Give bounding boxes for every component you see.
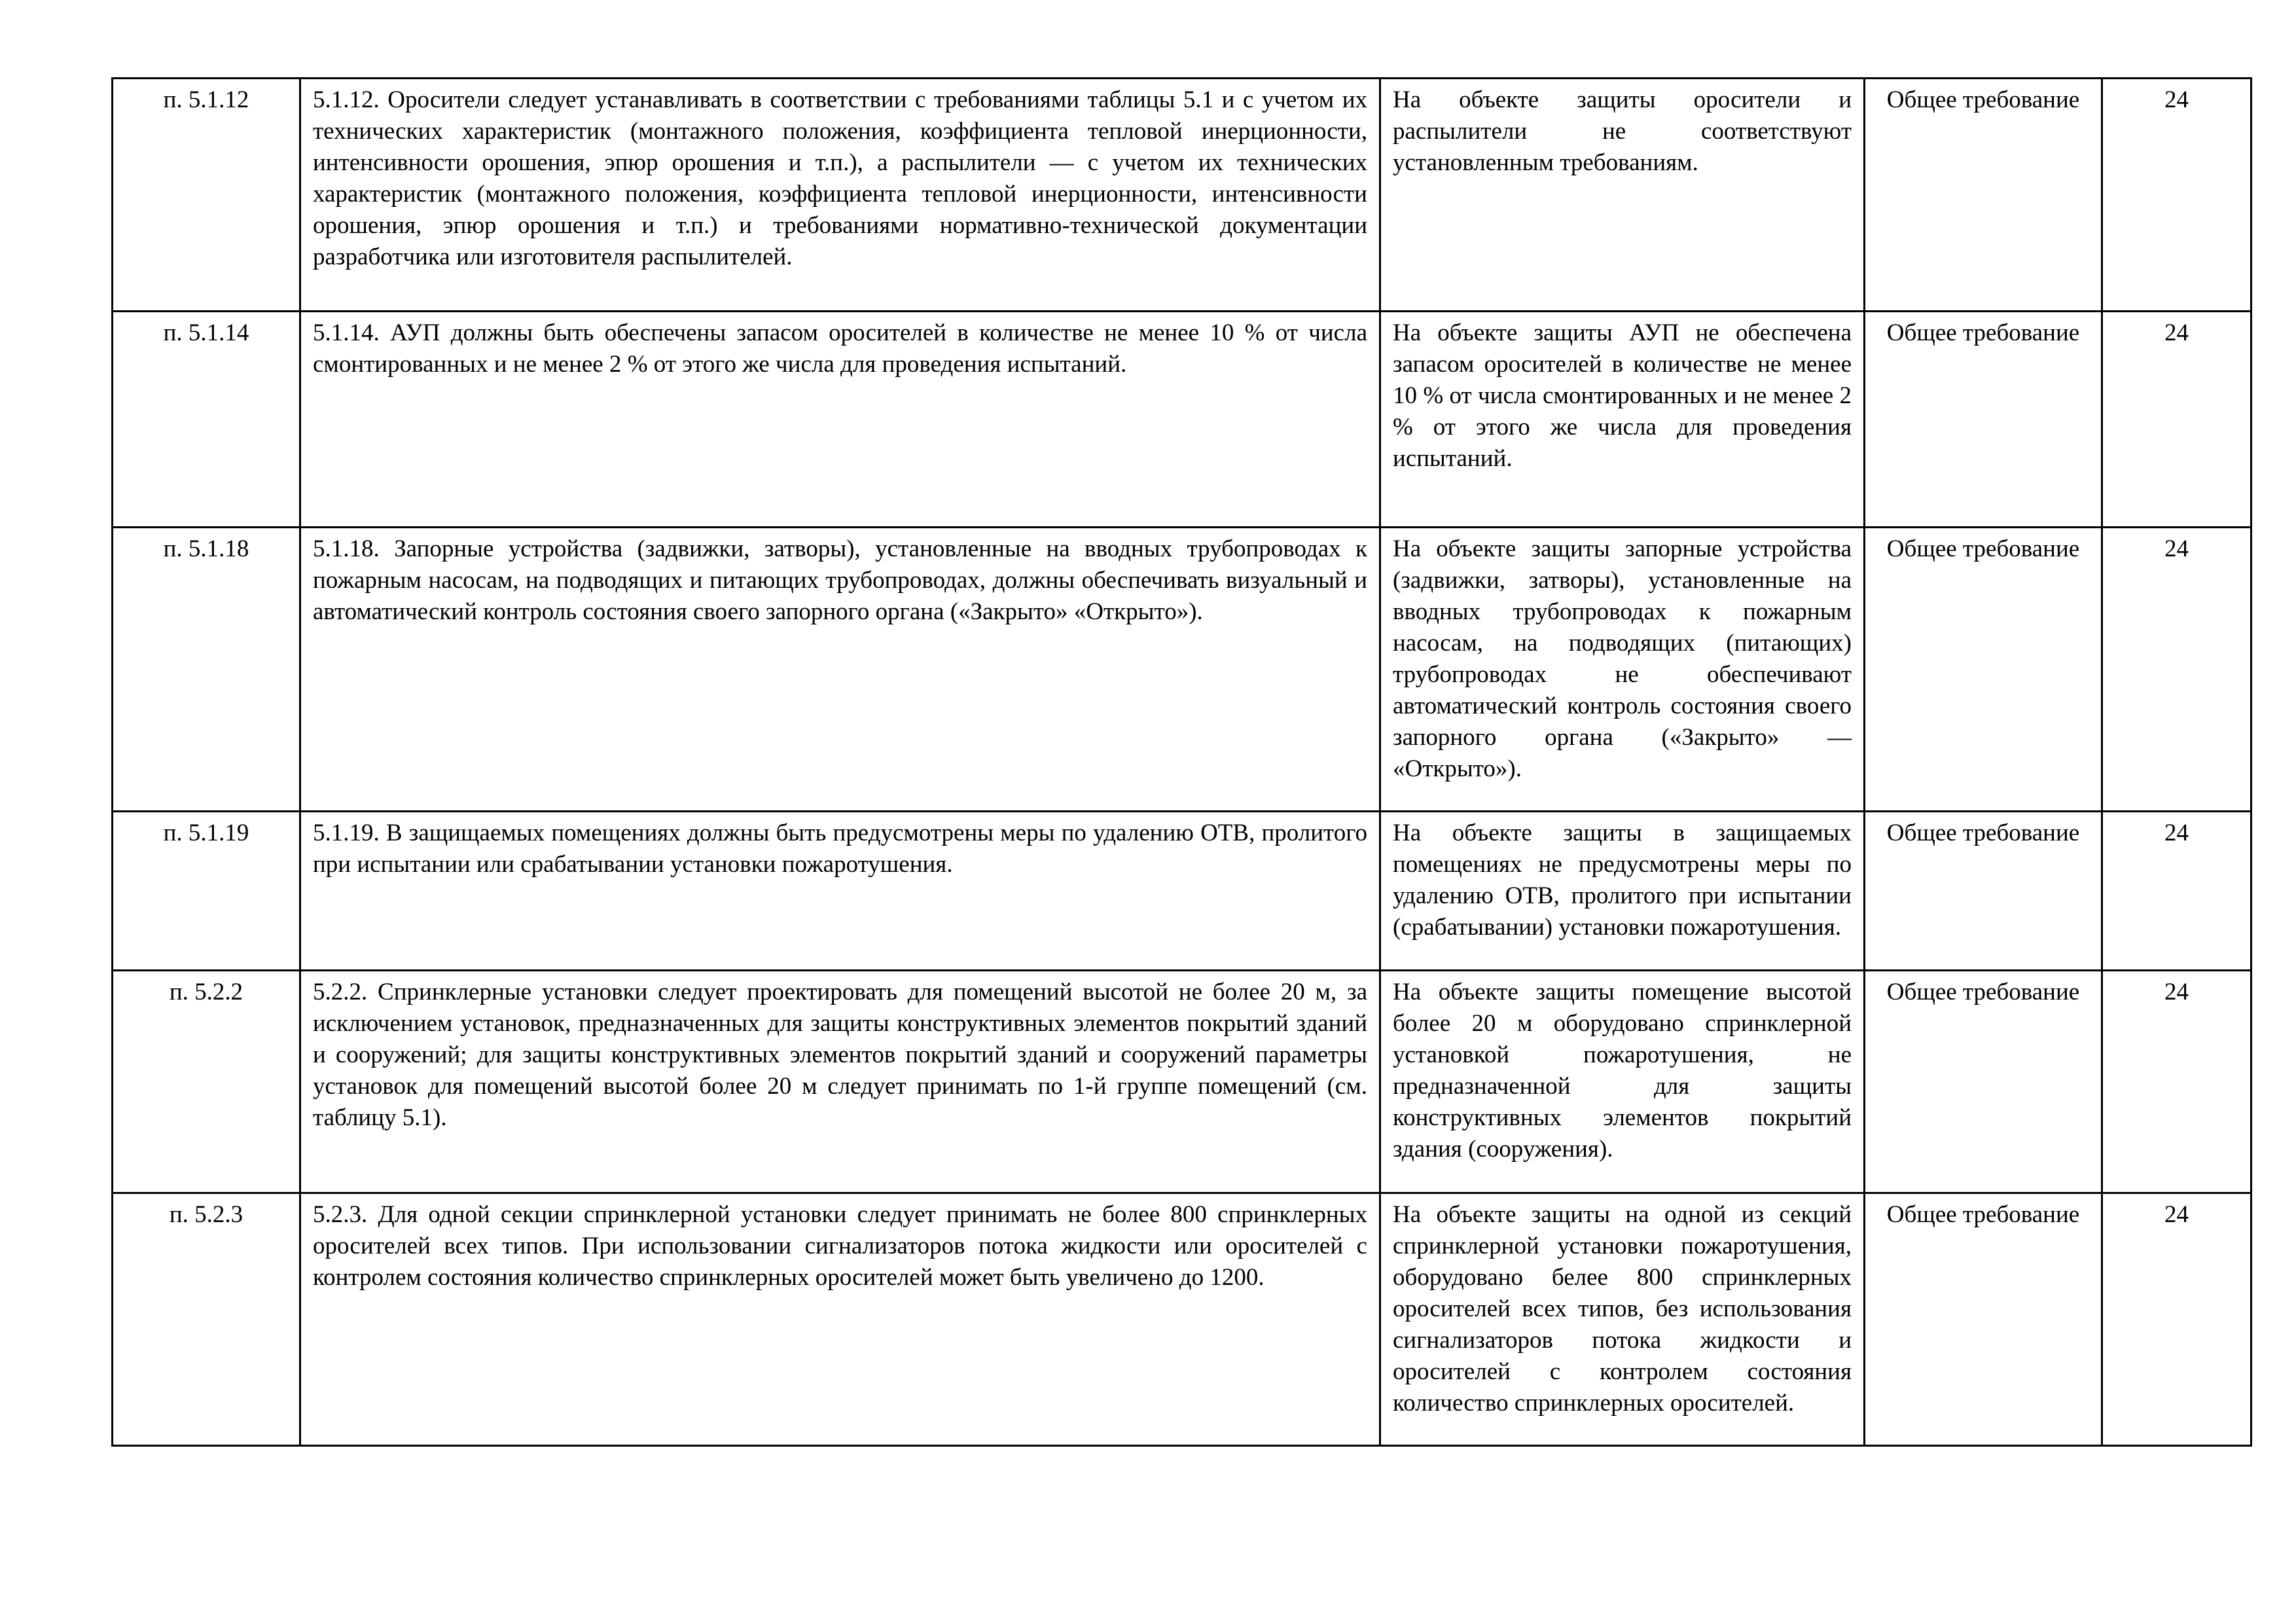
table-row	[113, 812, 2251, 971]
page-number: 24	[2102, 312, 2251, 528]
requirement-text: 5.2.2. Спринклерные установки следует проектировать для помещений высотой не более 20 м, за исключением установок, предназначенных для защиты конструктивных элементов покрытий зданий и сооружений; для защиты конструктивных элементов покрытий зданий и сооружений параметры установок для помещений высотой более 20 м следует принимать по 1-й группе помещений (см. таблицу 5.1).	[300, 971, 1380, 1193]
table-row	[113, 971, 2251, 1193]
clause-ref: п. 5.1.19	[113, 812, 300, 971]
clause-ref: п. 5.1.18	[113, 528, 300, 812]
requirement-text: 5.2.3. Для одной секции спринклерной установки следует принимать не более 800 спринклерных оросителей всех типов. При использовании сигнализаторов потока жидкости или оросителей с контролем состояния количество спринклерных оросителей может быть увеличено до 1200.	[300, 1193, 1380, 1446]
requirement-text: 5.1.18. Запорные устройства (задвижки, затворы), установленные на вводных трубопроводах к пожарным насосам, на подводящих и питающих трубопроводах, должны обеспечивать визуальный и автоматический контроль состояния своего запорного органа («Закрыто» «Открыто»).	[300, 528, 1380, 812]
requirement-type: Общее требование	[1865, 312, 2102, 528]
clause-ref: п. 5.1.14	[113, 312, 300, 528]
violation-text: На объекте защиты АУП не обеспечена запасом оросителей в количестве не менее 10 % от числа смонтированных и не менее 2 % от этого же числа для проведения испытаний.	[1380, 312, 1865, 528]
requirement-text: 5.1.14. АУП должны быть обеспечены запасом оросителей в количестве не менее 10 % от числа смонтированных и не менее 2 % от этого же числа для проведения испытаний.	[300, 312, 1380, 528]
page-number: 24	[2102, 528, 2251, 812]
page-number: 24	[2102, 971, 2251, 1193]
violation-text: На объекте защиты в защищаемых помещениях не предусмотрены меры по удалению ОТВ, пролитого при испытании (срабатывании) установки пожаротушения.	[1380, 812, 1865, 971]
clause-ref: п. 5.2.3	[113, 1193, 300, 1446]
requirement-type: Общее требование	[1865, 79, 2102, 312]
clause-ref: п. 5.2.2	[113, 971, 300, 1193]
violation-text: На объекте защиты помещение высотой более 20 м оборудовано спринклерной установкой пожаротушения, не предназначенной для защиты конструктивных элементов покрытий здания (сооружения).	[1380, 971, 1865, 1193]
table-row	[113, 312, 2251, 528]
requirement-type: Общее требование	[1865, 812, 2102, 971]
requirement-text: 5.1.19. В защищаемых помещениях должны быть предусмотрены меры по удалению ОТВ, пролитого при испытании или срабатывании установки пожаротушения.	[300, 812, 1380, 971]
page-number: 24	[2102, 1193, 2251, 1446]
table-row	[113, 1193, 2251, 1446]
requirement-type: Общее требование	[1865, 1193, 2102, 1446]
clause-ref: п. 5.1.12	[113, 79, 300, 312]
violation-text: На объекте защиты оросители и распылители не соответствуют установленным требованиям.	[1380, 79, 1865, 312]
requirement-type: Общее требование	[1865, 971, 2102, 1193]
page-number: 24	[2102, 79, 2251, 312]
requirement-text: 5.1.12. Оросители следует устанавливать в соответствии с требованиями таблицы 5.1 и с учетом их технических характеристик (монтажного положения, коэффициента тепловой инерционности, интенсивности орошения, эпюр орошения и т.п.), а распылители — с учетом их технических характеристик (монтажного положения, коэффициента тепловой инерционности, интенсивности орошения, эпюр орошения и т.п.) и требованиями нормативно-технической документации разработчика или изготовителя распылителей.	[300, 79, 1380, 312]
table-row	[113, 79, 2251, 312]
requirement-type: Общее требование	[1865, 528, 2102, 812]
violation-text: На объекте защиты запорные устройства (задвижки, затворы), установленные на вводных трубопроводах к пожарным насосам, на подводящих (питающих) трубопроводах не обеспечивают автоматический контроль состояния своего запорного органа («Закрыто» — «Открыто»).	[1380, 528, 1865, 812]
page-number: 24	[2102, 812, 2251, 971]
requirements-table	[111, 77, 2252, 1447]
table-row	[113, 528, 2251, 812]
violation-text: На объекте защиты на одной из секций спринклерной установки пожаротушения, оборудовано белее 800 спринклерных оросителей всех типов, без использования сигнализаторов потока жидкости и оросителей с контролем состояния количество спринклерных оросителей.	[1380, 1193, 1865, 1446]
